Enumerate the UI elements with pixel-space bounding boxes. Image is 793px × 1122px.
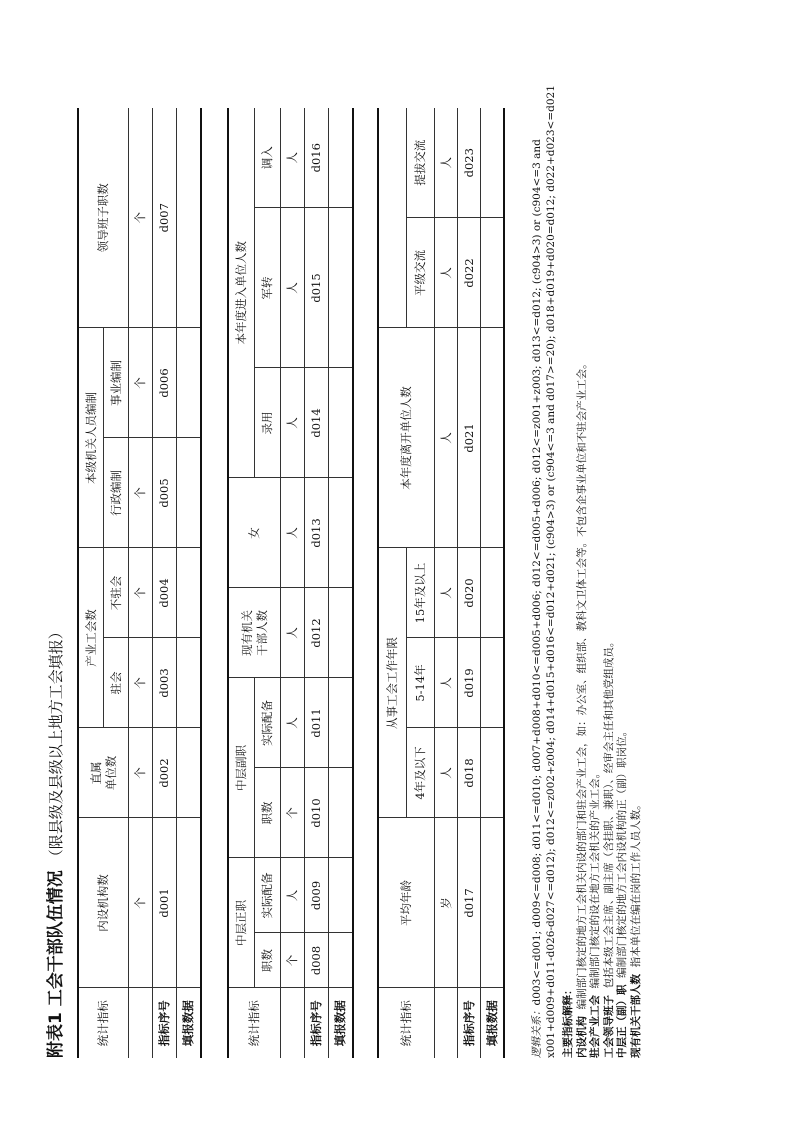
rotated-page — [38, 48, 642, 1058]
header-mid-chief: 中层正职 — [228, 858, 255, 988]
code-cell: d002 — [153, 728, 177, 818]
note-text: 编制部门核定的地方工会内设机构的正（副）职岗位。 — [616, 725, 628, 978]
header-industry-not-stationed: 不驻会 — [104, 548, 129, 638]
fill-cell[interactable] — [329, 678, 354, 768]
code-cell: d019 — [458, 638, 481, 728]
fill-cell[interactable] — [177, 548, 202, 638]
fill-cell[interactable] — [481, 818, 505, 988]
unit-cell: 人 — [281, 588, 305, 678]
fill-cell[interactable] — [481, 638, 505, 728]
code-cell: d010 — [305, 768, 329, 858]
header-recruit: 录用 — [255, 368, 281, 478]
header-military: 军转 — [255, 208, 281, 368]
unit-cell: 人 — [281, 858, 305, 933]
code-cell: d022 — [458, 218, 481, 328]
header-current-staff: 现有机关 干部人数 — [228, 588, 281, 678]
header-lateral: 平级交流 — [407, 218, 435, 328]
row-label-fill: 填报数据 — [481, 988, 505, 1058]
code-cell: d023 — [458, 108, 481, 218]
unit-cell: 人 — [281, 208, 305, 368]
code-cell: d012 — [305, 588, 329, 678]
code-cell: d004 — [153, 548, 177, 638]
row-label-stat: 统计指标 — [228, 988, 281, 1058]
unit-cell: 岁 — [435, 818, 458, 988]
row-label-code: 指标序号 — [458, 988, 481, 1058]
row-label-stat: 统计指标 — [78, 988, 129, 1058]
header-transfer-in: 调入 — [255, 108, 281, 208]
code-cell: d015 — [305, 208, 329, 368]
fill-cell[interactable] — [329, 858, 354, 933]
code-cell: d018 — [458, 728, 481, 818]
unit-cell: 个 — [129, 328, 153, 438]
unit-row-label — [129, 988, 153, 1058]
fill-cell[interactable] — [329, 108, 354, 208]
logic-text-2: x001+d009+d011-d026-d027<=d012); d012<=z002+z004; d014+d015+d016<=d012+d021; (c904>3) or (c904<=3 and d017>=20); d018+d019+d020=d012; d022+d023<=d021 — [544, 85, 557, 1058]
note-item — [603, 48, 617, 1058]
code-cell: d013 — [305, 478, 329, 588]
fill-cell[interactable] — [177, 728, 202, 818]
note-text: 编制部门核定的设在地方工会机关的产业工会。 — [589, 767, 601, 989]
code-cell: d009 — [305, 858, 329, 933]
note-term: 驻会产业工会 — [589, 995, 601, 1058]
fill-cell[interactable] — [481, 548, 505, 638]
unit-row-label — [281, 988, 305, 1058]
row-label-code: 指标序号 — [153, 988, 177, 1058]
fill-cell[interactable] — [329, 368, 354, 478]
table-staff-tenure — [377, 108, 505, 1058]
note-text: 编制部门核定的地方工会机关内设的部门和驻会产业工会，如：办公室、组织部、教科文卫体工会等。不包含企事业单位和不驻会产业工会。 — [575, 358, 588, 1010]
logic-line-2 — [545, 48, 559, 1058]
header-admin-quota: 行政编制 — [104, 438, 129, 548]
unit-cell: 人 — [281, 108, 305, 208]
fill-cell[interactable] — [481, 728, 505, 818]
code-cell: d017 — [458, 818, 481, 988]
unit-cell: 个 — [129, 108, 153, 328]
header-leadership: 领导班子职数 — [78, 108, 129, 328]
unit-cell: 人 — [435, 218, 458, 328]
header-mid-deputy: 中层副职 — [228, 678, 255, 858]
header-industry-stationed: 驻会 — [104, 638, 129, 728]
unit-cell: 个 — [281, 768, 305, 858]
code-cell: d014 — [305, 368, 329, 478]
fill-cell[interactable] — [329, 933, 354, 988]
note-term: 中层正（副）职 — [616, 984, 628, 1058]
note-term: 工会领导班子 — [602, 995, 615, 1058]
notes-header: 主要指标解释： — [562, 984, 574, 1058]
code-cell: d021 — [458, 328, 481, 548]
code-cell: d006 — [153, 328, 177, 438]
header-promote: 提拔交流 — [407, 108, 435, 218]
fill-cell[interactable] — [177, 638, 202, 728]
fill-cell[interactable] — [481, 328, 505, 548]
unit-cell: 人 — [281, 678, 305, 768]
code-cell: d016 — [305, 108, 329, 208]
unit-cell: 人 — [281, 368, 305, 478]
header-leaving: 本年度离开单位人数 — [378, 328, 435, 548]
fill-cell[interactable] — [329, 588, 354, 678]
code-cell: d020 — [458, 548, 481, 638]
fill-cell[interactable] — [177, 438, 202, 548]
unit-cell: 人 — [435, 328, 458, 548]
note-item — [630, 48, 644, 1058]
header-chief-actual: 实际配备 — [255, 858, 281, 933]
table-union-organization — [77, 108, 202, 1058]
code-cell: d003 — [153, 638, 177, 728]
row-label-fill: 填报数据 — [329, 988, 354, 1058]
header-female: 女 — [228, 478, 281, 588]
document-title — [38, 624, 74, 1058]
header-deputy-posts: 职数 — [255, 768, 281, 858]
logic-label: 逻辑关系： — [531, 1005, 543, 1058]
header-tenure: 从事工会工作年限 — [378, 548, 407, 818]
note-item — [589, 48, 603, 1058]
fill-cell[interactable] — [177, 108, 202, 328]
code-cell: d005 — [153, 438, 177, 548]
row-label-code: 指标序号 — [305, 988, 329, 1058]
header-direct-units: 直属 单位数 — [78, 728, 129, 818]
fill-cell[interactable] — [481, 218, 505, 328]
code-cell: d007 — [153, 108, 177, 328]
header-staff-quota: 本级机关人员编制 — [78, 328, 104, 548]
note-term: 内设机构 — [575, 1016, 588, 1058]
note-text: 指本单位在编在岗的工作人员人数。 — [629, 799, 642, 968]
unit-cell: 个 — [281, 933, 305, 988]
unit-cell: 个 — [129, 638, 153, 728]
unit-cell: 个 — [129, 728, 153, 818]
header-incoming: 本年度进入单位人数 — [228, 108, 255, 478]
note-item — [616, 48, 630, 1058]
header-leaving-type — [378, 108, 407, 328]
header-chief-posts: 职数 — [255, 933, 281, 988]
header-deputy-actual: 实际配备 — [255, 678, 281, 768]
unit-row-label — [435, 988, 458, 1058]
note-text: 包括本级工会主席、副主席（含挂职、兼职）、经审会主任和其他党组成员。 — [602, 636, 615, 989]
logic-line-1 — [531, 48, 545, 1058]
code-cell: d001 — [153, 818, 177, 988]
title-subtext: （限县级及县级以上地方工会填报） — [47, 624, 65, 865]
fill-cell[interactable] — [481, 108, 505, 218]
header-internal-org: 内设机构数 — [78, 818, 129, 988]
header-industry-union: 产业工会数 — [78, 548, 104, 728]
unit-cell: 人 — [435, 728, 458, 818]
title-text: 附表1 工会干部队伍情况 — [46, 870, 66, 1058]
header-public-quota: 事业编制 — [104, 328, 129, 438]
notes-section — [531, 48, 643, 1058]
code-cell: d008 — [305, 933, 329, 988]
table-staff-positions — [227, 108, 354, 1058]
code-cell: d011 — [305, 678, 329, 768]
header-tenure-4: 4年及以下 — [407, 728, 435, 818]
unit-cell: 个 — [129, 548, 153, 638]
fill-cell[interactable] — [329, 208, 354, 368]
unit-cell: 人 — [435, 638, 458, 728]
note-term: 现有机关干部人数 — [629, 974, 642, 1058]
unit-cell: 个 — [129, 818, 153, 988]
unit-cell: 人 — [435, 548, 458, 638]
header-tenure-15: 15年及以上 — [407, 548, 435, 638]
header-tenure-5-14: 5-14年 — [407, 638, 435, 728]
fill-cell[interactable] — [329, 768, 354, 858]
row-label-stat: 统计指标 — [378, 988, 435, 1058]
fill-cell[interactable] — [329, 478, 354, 588]
fill-cell[interactable] — [177, 818, 202, 988]
note-item — [576, 48, 590, 1058]
fill-cell[interactable] — [177, 328, 202, 438]
unit-cell: 人 — [435, 108, 458, 218]
unit-cell: 个 — [129, 438, 153, 548]
row-label-fill: 填报数据 — [177, 988, 202, 1058]
header-avg-age: 平均年龄 — [378, 818, 435, 988]
unit-cell: 人 — [281, 478, 305, 588]
logic-text-1: d003<=d001; d009<=d008; d011<=d010; d007+d008+d010<=d005+d006; d012<=d005+d006; d012<=z001+z003; d013<=d012; (c904>3) or (c904<=3 and — [531, 139, 543, 1006]
